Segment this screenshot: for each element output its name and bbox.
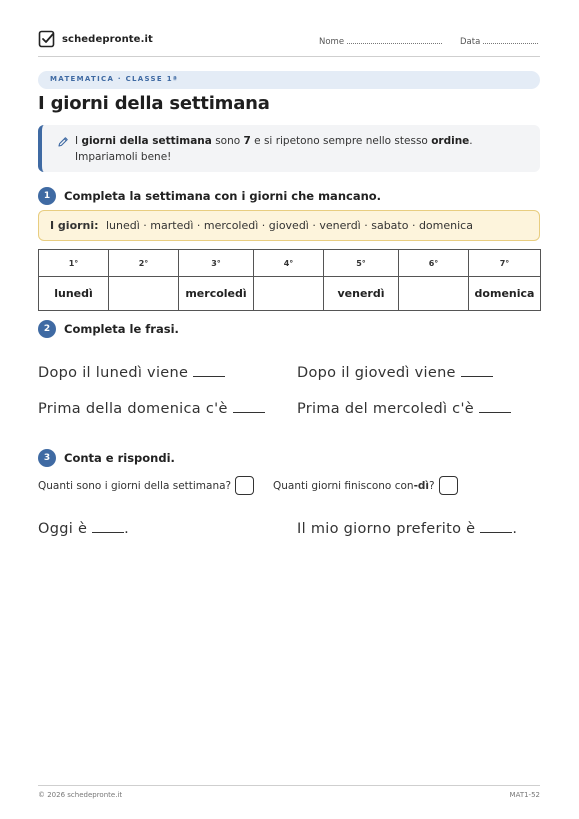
table-cell: domenica [469, 277, 541, 311]
subject-pill [38, 71, 540, 89]
table-header-cell: 3° [179, 250, 254, 277]
table-header-cell: 5° [324, 250, 399, 277]
answer-blank[interactable] [480, 520, 512, 533]
pencil-icon [57, 136, 69, 148]
brand-name: schedepronte.it [62, 33, 153, 45]
section-1-header [38, 187, 381, 205]
info-text: I giorni della settimana sono 7 e si ripetono sempre nello stesso ordine. Impariamoli bene! [75, 135, 473, 163]
footer-code: MAT1-52 [509, 791, 540, 799]
name-field[interactable] [319, 35, 442, 47]
section-3-header [38, 449, 175, 467]
sentence-4: Prima del mercoledì c'è [297, 400, 511, 417]
date-line[interactable] [483, 35, 538, 44]
table-cell: venerdì [324, 277, 399, 311]
table-header-row [39, 250, 541, 277]
word-bank-label: I giorni: [50, 219, 99, 232]
date-field[interactable] [460, 35, 538, 47]
answer-blank[interactable] [233, 400, 265, 413]
table-row [39, 277, 541, 311]
days-table [38, 249, 541, 311]
question-1: Quanti sono i giorni della settimana? [38, 476, 254, 495]
section-2-header [38, 320, 179, 338]
subject-label: MATEMATICA · CLASSE 1ª [50, 75, 179, 83]
word-bank [38, 210, 540, 241]
table-header-cell: 7° [469, 250, 541, 277]
sentence-favorite-day: Il mio giorno preferito è . [297, 521, 518, 537]
name-line[interactable] [347, 35, 442, 44]
brand [38, 30, 153, 48]
section-title: Completa le frasi. [64, 322, 179, 336]
section-number: 2 [38, 320, 56, 338]
table-cell-blank[interactable] [254, 277, 324, 311]
check-document-icon [38, 30, 56, 48]
answer-blank[interactable] [461, 364, 493, 377]
table-header-cell: 1° [39, 250, 109, 277]
date-label: Data [460, 37, 481, 47]
section-number: 1 [38, 187, 56, 205]
answer-box[interactable] [439, 476, 458, 495]
sentence-3: Prima della domenica c'è [38, 400, 265, 417]
worksheet-page [38, 0, 540, 819]
table-header-cell: 6° [399, 250, 469, 277]
answer-blank[interactable] [193, 364, 225, 377]
info-box [38, 125, 540, 172]
word-bank-words: lunedì · martedì · mercoledì · giovedì · venerdì · sabato · domenica [106, 219, 473, 232]
page-header [38, 30, 540, 57]
page-footer [38, 785, 540, 799]
table-cell-blank[interactable] [109, 277, 179, 311]
section-title: Completa la settimana con i giorni che mancano. [64, 189, 382, 203]
sentence-today: Oggi è . [38, 521, 130, 537]
footer-copyright: © 2026 schedepronte.it [38, 791, 123, 799]
section-number: 3 [38, 449, 56, 467]
name-label: Nome [319, 37, 345, 47]
answer-blank[interactable] [92, 520, 124, 533]
question-2: Quanti giorni finiscono con -dì ? [273, 476, 458, 495]
table-cell-blank[interactable] [399, 277, 469, 311]
section-title: Conta e rispondi. [64, 451, 175, 465]
table-header-cell: 2° [109, 250, 179, 277]
table-cell: lunedì [39, 277, 109, 311]
answer-blank[interactable] [479, 400, 511, 413]
answer-box[interactable] [235, 476, 254, 495]
table-header-cell: 4° [254, 250, 324, 277]
table-cell: mercoledì [179, 277, 254, 311]
page-title: I giorni della settimana [38, 93, 270, 114]
sentence-2: Dopo il giovedì viene [297, 364, 493, 381]
sentence-1: Dopo il lunedì viene [38, 364, 225, 381]
